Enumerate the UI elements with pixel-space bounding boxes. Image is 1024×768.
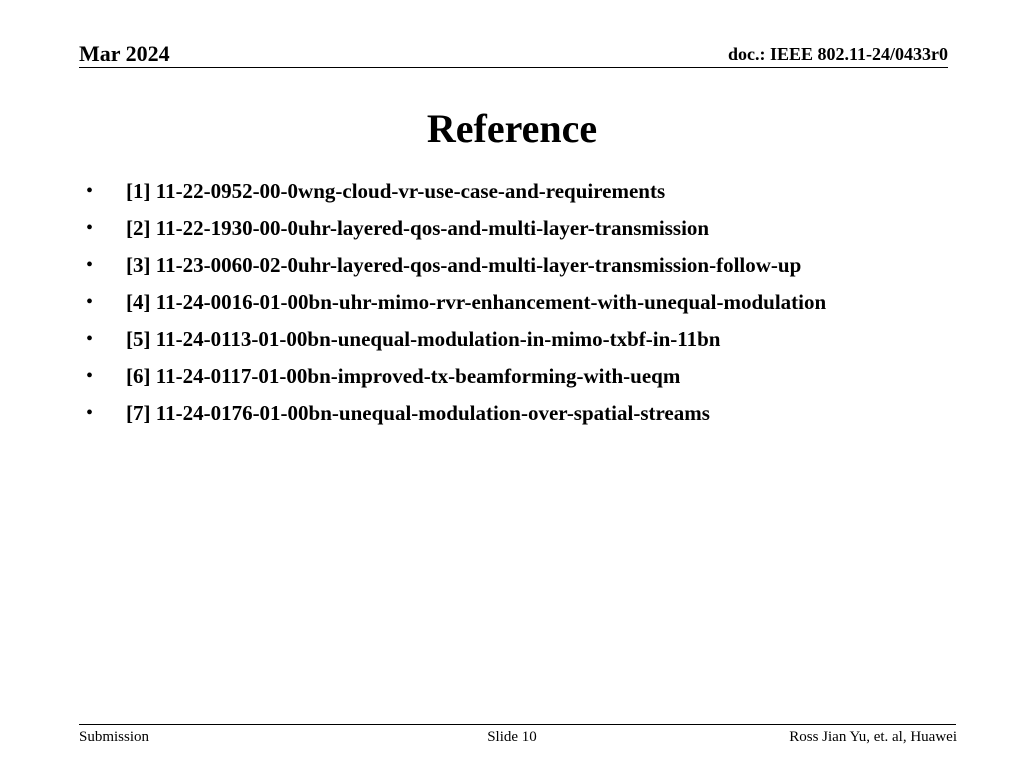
bullet: • <box>86 217 94 239</box>
reference-item-3 <box>82 249 947 281</box>
bullet: • <box>86 291 94 313</box>
reference-text: [5] 11-24-0113-01-00bn-unequal-modulation-in-mimo-txbf-in-11bn <box>126 327 721 351</box>
bullet: • <box>86 328 94 350</box>
reference-item-4 <box>82 286 947 318</box>
footer-author: Ross Jian Yu, et. al, Huawei <box>789 729 957 745</box>
reference-item-1 <box>82 175 947 207</box>
bullet: • <box>86 180 94 202</box>
reference-text: [4] 11-24-0016-01-00bn-uhr-mimo-rvr-enhancement-with-unequal-modulation <box>126 290 827 314</box>
header-doc-id: doc.: IEEE 802.11-24/0433r0 <box>727 44 948 64</box>
reference-text: [3] 11-23-0060-02-0uhr-layered-qos-and-multi-layer-transmission-follow-up <box>126 253 802 277</box>
header-date: Mar 2024 <box>79 41 170 66</box>
footer-divider <box>79 724 956 725</box>
reference-text: [1] 11-22-0952-00-0wng-cloud-vr-use-case-and-requirements <box>126 179 666 203</box>
header-divider <box>79 67 948 68</box>
reference-item-6 <box>82 360 947 392</box>
reference-text: [6] 11-24-0117-01-00bn-improved-tx-beamforming-with-ueqm <box>126 364 681 388</box>
reference-item-2 <box>82 212 947 244</box>
bullet: • <box>86 402 94 424</box>
reference-list <box>82 175 947 434</box>
bullet: • <box>86 365 94 387</box>
slide-title: Reference <box>426 106 598 151</box>
footer-submission: Submission <box>79 729 150 745</box>
reference-item-7 <box>82 397 947 429</box>
footer-slide-number: Slide 10 <box>487 729 537 745</box>
reference-text: [7] 11-24-0176-01-00bn-unequal-modulation-over-spatial-streams <box>126 401 710 425</box>
reference-item-5 <box>82 323 947 355</box>
bullet: • <box>86 254 94 276</box>
reference-text: [2] 11-22-1930-00-0uhr-layered-qos-and-multi-layer-transmission <box>126 216 710 240</box>
